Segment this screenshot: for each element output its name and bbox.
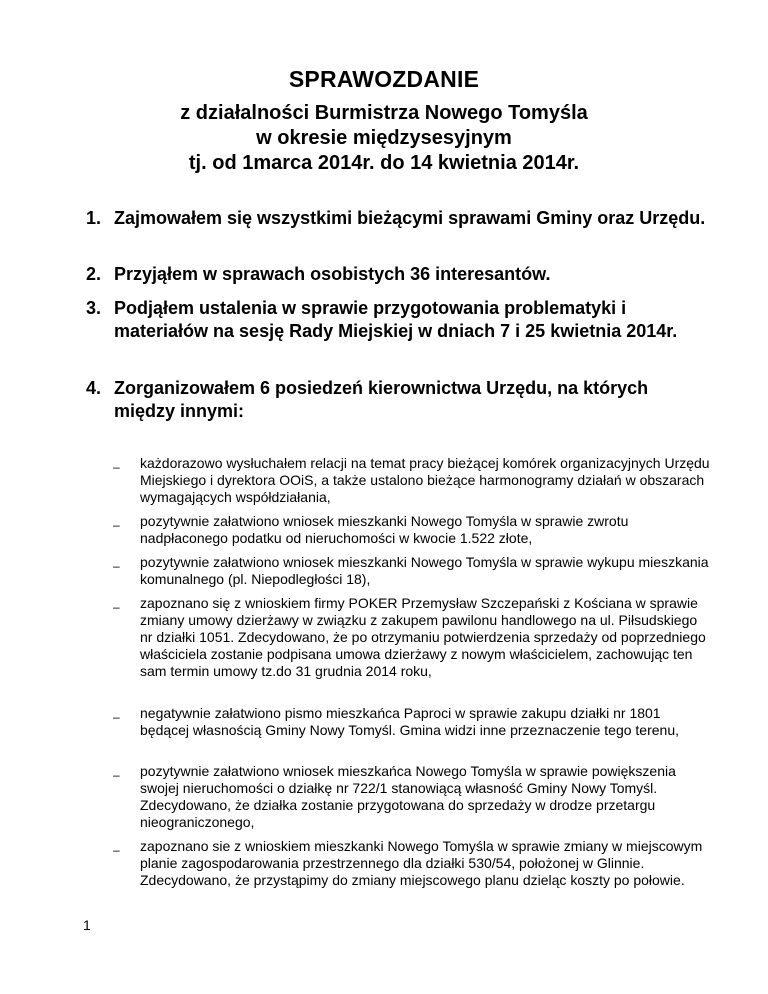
item-number: 1.	[86, 208, 102, 228]
list-item	[113, 554, 713, 588]
page-number: 1	[83, 917, 91, 933]
subtitle	[0, 101, 768, 176]
item-number: 2.	[86, 264, 102, 284]
list-item	[86, 207, 706, 230]
bullet-text: zapoznano sie z wnioskiem mieszkanki Nowego Tomyśla w sprawie zmiany w miejscowym planie zagospodarowania przestrzennego dla działki 530/54, położonej w Glinnie. Zdecydowano, że przystąpimy do zmiany miejscowego planu dzieląc koszty po połowie.	[140, 838, 703, 888]
bullet-dash: –	[113, 559, 120, 573]
list-item	[113, 513, 713, 547]
bullet-dash: –	[113, 460, 120, 474]
subtitle-line: z działalności Burmistrza Nowego Tomyśla	[180, 102, 588, 124]
list-item	[113, 595, 713, 680]
bullet-dash: –	[113, 768, 120, 782]
list-item	[86, 263, 706, 286]
bullet-text: pozytywnie załatwiono wniosek mieszkanki Nowego Tomyśla w sprawie zwrotu nadpłaconego podatku od nieruchomości w kwocie 1.522 złote,	[140, 513, 629, 546]
list-item	[113, 455, 713, 506]
list-item	[113, 838, 713, 889]
bullet-dash: –	[113, 600, 120, 614]
list-item	[86, 297, 706, 343]
bullet-dash: –	[113, 843, 120, 857]
list-item	[113, 705, 713, 739]
page-title: SPRAWOZDANIE	[288, 66, 480, 92]
item-number: 3.	[86, 298, 102, 318]
item-number: 4.	[86, 378, 102, 398]
item-text: Przyjąłem w sprawach osobistych 36 interesantów.	[114, 264, 551, 284]
bullet-text: pozytywnie załatwiono wniosek mieszkańca Nowego Tomyśla w sprawie powiększenia swojej nieruchomości o działkę nr 722/1 stanowiącą własność Gminy Nowy Tomyśl. Zdecydowano, że działka zostanie przygotowana do sprzedaży w drodze przetargu nieograniczonego,	[140, 763, 676, 830]
list-item	[86, 377, 706, 423]
item-text: Podjąłem ustalenia w sprawie przygotowania problematyki i materiałów na sesję Rady Miejskiej w dniach 7 i 25 kwietnia 2014r.	[114, 298, 678, 341]
bullet-dash: –	[113, 710, 120, 724]
item-text: Zorganizowałem 6 posiedzeń kierownictwa Urzędu, na których między innymi:	[114, 378, 649, 421]
bullet-text: zapoznano się z wnioskiem firmy POKER Przemysław Szczepański z Kościana w sprawie zmiany umowy dzierżawy w związku z zakupem pawilonu handlowego na ul. Piłsudskiego nr działki 1051. Zdecydowano, że po otrzymaniu potwierdzenia sprzedaży od poprzedniego właściciela zostanie podpisana umowa dzierżawy z nowym właścicielem, zachowując ten sam termin umowy tz.do 31 grudnia 2014 roku,	[140, 595, 706, 679]
bullet-text: pozytywnie załatwiono wniosek mieszkanki Nowego Tomyśla w sprawie wykupu mieszkania komunalnego (pl. Niepodległości 18),	[140, 554, 709, 587]
item-text: Zajmowałem się wszystkimi bieżącymi sprawami Gminy oraz Urzędu.	[114, 208, 706, 228]
list-item	[113, 763, 713, 831]
bullet-dash: –	[113, 518, 120, 532]
bullet-text: każdorazowo wysłuchałem relacji na temat pracy bieżącej komórek organizacyjnych Urzędu Miejskiego i dyrektora OOiS, a także ustalono bieżące harmonogramy działań w obszarach wymagających współdziałania,	[140, 455, 710, 505]
subtitle-line: w okresie międzysesyjnym	[256, 127, 512, 149]
subtitle-line: tj. od 1marca 2014r. do 14 kwietnia 2014r.	[188, 152, 580, 174]
bullet-text: negatywnie załatwiono pismo mieszkańca Paproci w sprawie zakupu działki nr 1801 będącej własnością Gminy Nowy Tomyśl. Gmina widzi inne przeznaczenie tego terenu,	[140, 705, 679, 738]
